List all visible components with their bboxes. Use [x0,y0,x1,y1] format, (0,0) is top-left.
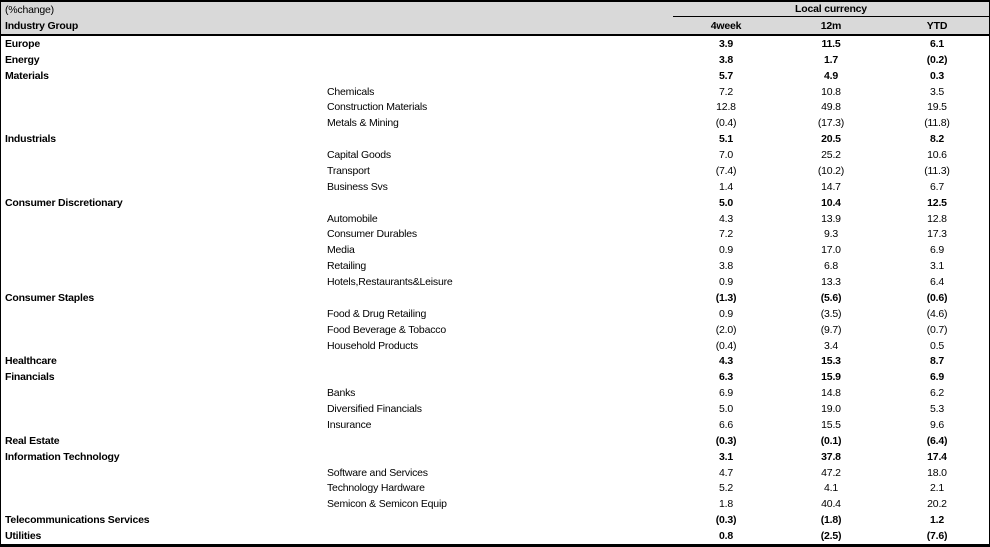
header-row-2 [1,17,989,34]
sub-industry-label: Consumer Durables [327,228,417,241]
value-4week: 7.2 [719,85,733,98]
value-4week: 0.9 [719,307,733,320]
value-ytd: 3.1 [930,260,944,273]
value-ytd: 19.5 [927,101,947,114]
industry-group-label: Energy [5,53,40,66]
value-ytd: 6.2 [930,387,944,400]
sub-industry-label: Metals & Mining [327,117,399,130]
table-row [1,163,989,179]
value-ytd: 3.5 [930,85,944,98]
value-12m: 13.9 [821,212,841,225]
table-row [1,481,989,497]
sub-industry-label: Technology Hardware [327,482,425,495]
table-row [1,115,989,131]
value-4week: 5.0 [719,196,733,209]
value-ytd: 8.2 [930,133,944,146]
value-12m: 3.4 [824,339,838,352]
value-4week: 5.0 [719,403,733,416]
value-4week: 0.9 [719,276,733,289]
value-ytd: 6.9 [930,371,944,384]
industry-group-label: Information Technology [5,450,120,463]
table-row [1,52,989,68]
value-12m: 4.1 [824,482,838,495]
value-ytd: 12.5 [927,196,947,209]
value-ytd: (4.6) [926,307,948,320]
value-ytd: 6.9 [930,244,944,257]
value-12m: 10.8 [821,85,841,98]
industry-group-label: Telecommunications Services [5,514,150,527]
sub-industry-label: Transport [327,164,370,177]
table-row [1,512,989,528]
value-12m: (1.8) [820,514,842,527]
value-4week: 6.6 [719,418,733,431]
value-4week: 7.0 [719,149,733,162]
value-4week: (0.4) [715,117,737,130]
value-12m: 11.5 [821,37,841,50]
value-4week: (1.3) [715,291,737,304]
table-row [1,84,989,100]
table-row [1,195,989,211]
sub-industry-label: Capital Goods [327,149,391,162]
column-header-12m: 12m [820,19,842,32]
table-header [1,2,989,36]
table-row [1,496,989,512]
value-12m: 6.8 [824,260,838,273]
value-12m: 15.9 [821,371,841,384]
sub-industry-label: Automobile [327,212,378,225]
value-ytd: 17.4 [927,450,947,463]
table-row [1,528,989,544]
value-4week: 5.7 [719,69,733,82]
sub-industry-label: Food & Drug Retailing [327,307,427,320]
value-ytd: (11.8) [924,117,950,130]
table-row [1,258,989,274]
table-row [1,369,989,385]
value-ytd: 6.4 [930,276,944,289]
sub-industry-label: Retailing [327,260,367,273]
table-row [1,338,989,354]
table-row [1,242,989,258]
value-4week: 0.9 [719,244,733,257]
value-ytd: 8.7 [930,355,944,368]
value-12m: 17.0 [821,244,841,257]
table-row [1,401,989,417]
change-unit-label: (%change) [5,3,54,16]
table-row [1,147,989,163]
sub-industry-label: Business Svs [327,180,388,193]
value-ytd: 5.3 [930,403,944,416]
value-ytd: (0.6) [926,291,948,304]
value-12m: 25.2 [821,149,841,162]
value-12m: 20.5 [821,133,841,146]
value-4week: 3.8 [719,53,733,66]
value-ytd: (6.4) [926,434,948,447]
value-12m: (0.1) [820,434,842,447]
sub-industry-label: Chemicals [327,85,375,98]
industry-group-label: Financials [5,371,55,384]
sub-industry-label: Construction Materials [327,101,428,114]
value-ytd: 6.1 [930,37,944,50]
value-ytd: 12.8 [927,212,947,225]
table-row [1,322,989,338]
value-ytd: 10.6 [927,149,947,162]
sub-industry-label: Semicon & Semicon Equip [327,498,447,511]
value-4week: 1.8 [719,498,733,511]
industry-group-label: Healthcare [5,355,57,368]
value-ytd: (0.7) [926,323,948,336]
value-12m: 15.3 [821,355,841,368]
table-row [1,131,989,147]
value-4week: 12.8 [716,101,736,114]
value-4week: 4.3 [719,355,733,368]
table-row [1,36,989,52]
value-12m: (17.3) [817,117,845,130]
value-ytd: 6.7 [930,180,944,193]
value-4week: (0.3) [715,514,737,527]
value-12m: 14.7 [821,180,841,193]
value-ytd: (11.3) [924,164,950,177]
value-12m: 13.3 [821,276,841,289]
industry-group-label: Industrials [5,133,56,146]
table-row [1,417,989,433]
value-4week: 4.7 [719,466,733,479]
column-header-ytd: YTD [926,19,948,32]
sub-industry-label: Hotels,Restaurants&Leisure [327,276,453,289]
value-12m: 19.0 [821,403,841,416]
value-ytd: (7.6) [926,530,948,543]
sub-industry-label: Banks [327,387,356,400]
sub-industry-label: Insurance [327,418,372,431]
industry-group-label: Real Estate [5,434,60,447]
value-12m: 15.5 [821,418,841,431]
value-4week: (7.4) [715,164,737,177]
table-body [1,36,989,544]
value-ytd: 18.0 [927,466,947,479]
value-4week: 4.3 [719,212,733,225]
value-4week: 5.2 [719,482,733,495]
value-12m: 1.7 [824,53,838,66]
value-4week: 6.9 [719,387,733,400]
value-12m: 14.8 [821,387,841,400]
industry-group-label: Materials [5,69,49,82]
value-4week: (2.0) [715,323,737,336]
value-4week: (0.4) [715,339,737,352]
table-row [1,68,989,84]
value-ytd: 0.5 [930,339,944,352]
table-row [1,433,989,449]
value-4week: 3.1 [719,450,733,463]
table-row [1,385,989,401]
value-12m: (5.6) [820,291,842,304]
value-4week: 3.8 [719,260,733,273]
value-ytd: 0.3 [930,69,944,82]
value-12m: 40.4 [821,498,841,511]
industry-group-column-header: Industry Group [5,19,79,32]
value-ytd: 9.6 [930,418,944,431]
table-row [1,100,989,116]
value-ytd: (0.2) [926,53,948,66]
industry-group-label: Europe [5,37,40,50]
value-4week: 3.9 [719,37,733,50]
table-row [1,179,989,195]
table-row [1,306,989,322]
value-12m: (10.2) [817,164,845,177]
sub-industry-label: Diversified Financials [327,403,422,416]
table-row [1,227,989,243]
value-12m: (2.5) [820,530,842,543]
sub-industry-label: Media [327,244,355,257]
value-4week: 5.1 [719,133,733,146]
table-row [1,274,989,290]
value-12m: 4.9 [824,69,838,82]
value-12m: 10.4 [821,196,841,209]
column-header-4week: 4week [710,19,742,32]
table-row [1,211,989,227]
value-4week: 1.4 [719,180,733,193]
value-12m: (9.7) [820,323,842,336]
local-currency-group-label: Local currency [673,2,989,17]
value-ytd: 17.3 [927,228,947,241]
value-4week: (0.3) [715,434,737,447]
value-12m: 49.8 [821,101,841,114]
sub-industry-label: Food Beverage & Tobacco [327,323,446,336]
header-row-1 [1,2,989,17]
value-4week: 7.2 [719,228,733,241]
table-row [1,449,989,465]
sub-industry-label: Household Products [327,339,418,352]
table-row [1,354,989,370]
industry-group-label: Utilities [5,530,42,543]
value-ytd: 20.2 [927,498,947,511]
value-12m: 9.3 [824,228,838,241]
industry-group-label: Consumer Discretionary [5,196,123,209]
value-4week: 6.3 [719,371,733,384]
value-12m: 47.2 [821,466,841,479]
table-row [1,465,989,481]
sub-industry-label: Software and Services [327,466,428,479]
value-12m: (3.5) [820,307,842,320]
value-4week: 0.8 [719,530,733,543]
value-ytd: 2.1 [930,482,944,495]
industry-group-label: Consumer Staples [5,291,94,304]
value-12m: 37.8 [821,450,841,463]
table-row [1,290,989,306]
value-ytd: 1.2 [930,514,944,527]
